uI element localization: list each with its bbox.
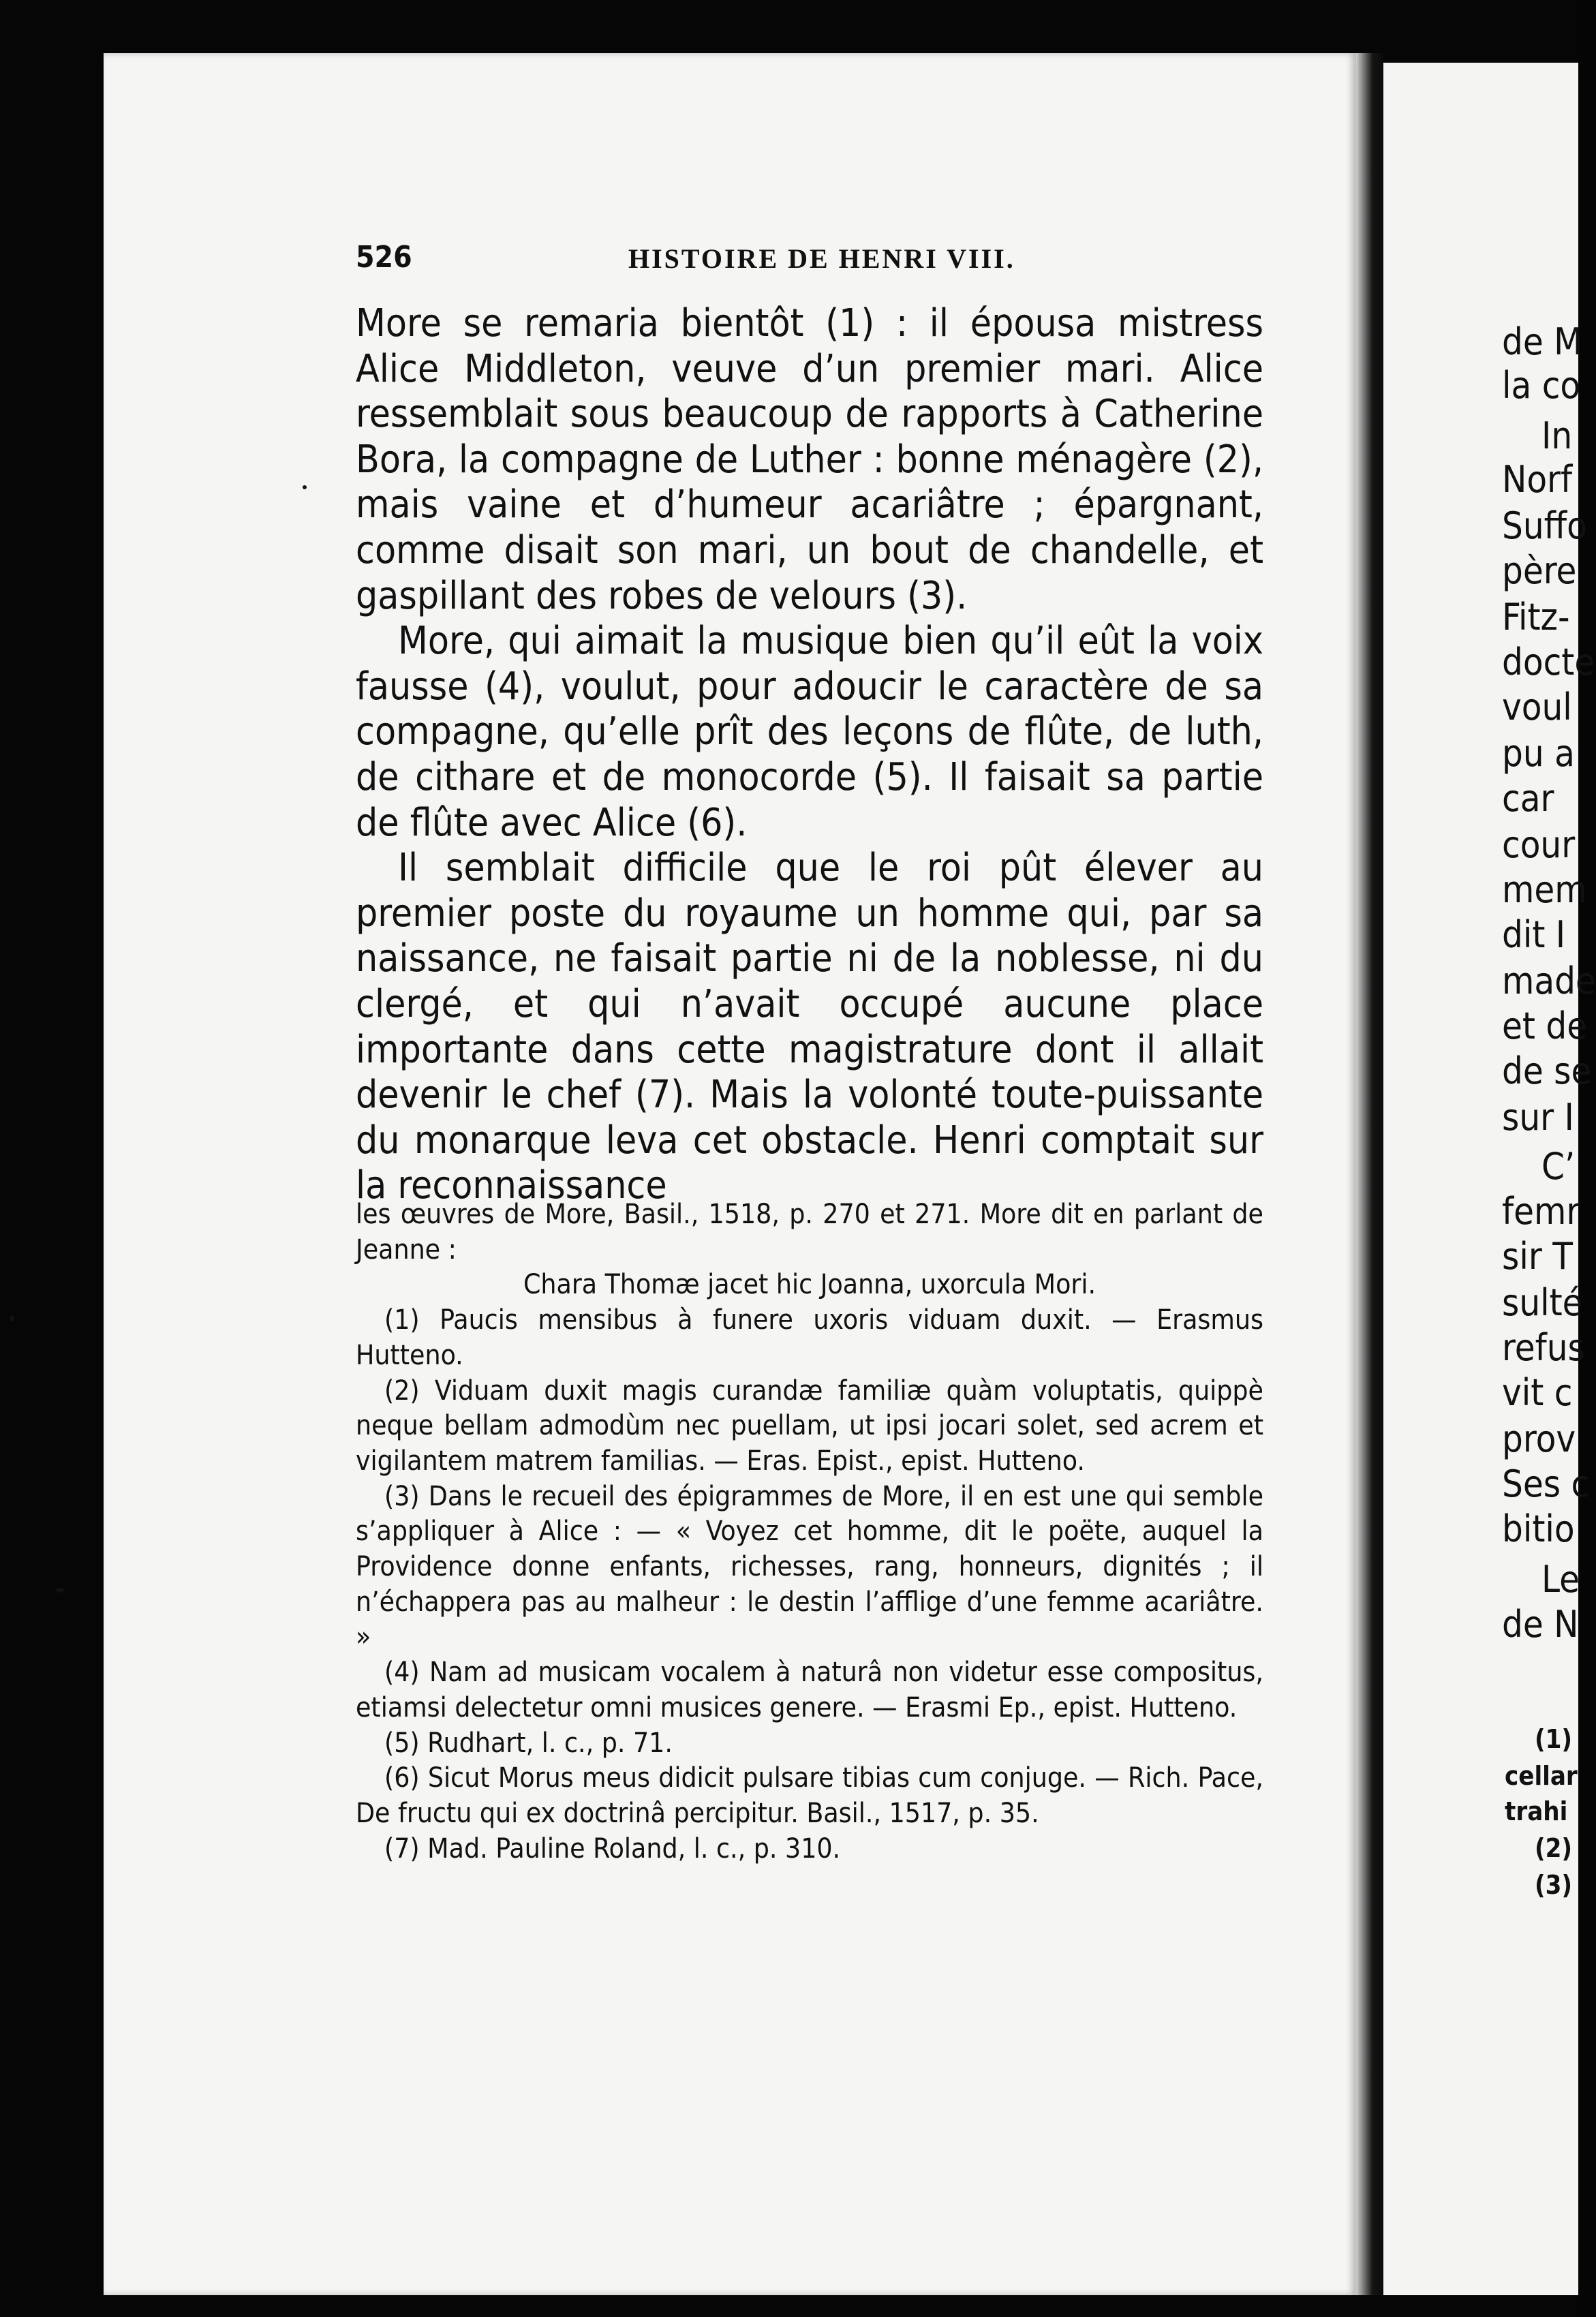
page-number: 526 [356,240,412,275]
facing-page-text: et de [1502,1004,1588,1047]
facing-page-text: Ses c [1502,1462,1590,1505]
facing-page-text: vit c [1502,1371,1573,1414]
facing-page-text: C’ [1541,1145,1576,1188]
footnote: (2) Viduam duxit magis curandæ familiæ quàm voluptatis, quippè neque bellam admodùm nec puellam, ut ipsi jocari solet, sed acrem et vigilantem matrem familias. — Eras. Epist., epist. Hutteno. [356,1373,1263,1477]
facing-page-note: cellar [1505,1761,1578,1791]
facing-page-text: de M [1502,320,1583,363]
facing-page-text: cour [1502,823,1576,866]
facing-page-text: sur I [1502,1096,1574,1139]
facing-page-text: prov [1502,1417,1576,1460]
running-title: HISTOIRE DE HENRI VIII. [628,243,1015,274]
facing-page-text: made [1502,960,1596,1002]
footnote-verse: Chara Thomæ jacet hic Joanna, uxorcula Mori. [523,1268,1096,1301]
footnote: (5) Rudhart, l. c., p. 71. [384,1725,673,1759]
scan-speck [10,1315,14,1321]
facing-page-text: de N [1502,1603,1579,1646]
footnote: (4) Nam ad musicam vocalem à naturâ non videtur esse compositus, etiamsi delectetur omni musices genere. — Erasmi Ep., epist. Hutteno. [356,1655,1263,1723]
facing-page-text: Le [1541,1558,1580,1601]
book-gutter [1356,53,1383,2295]
page-header [356,240,1263,281]
paragraph: More, qui aimait la musique bien qu’il eût la voix fausse (4), voulut, pour adoucir le caractère de sa compagne, qu’elle prît des leçons de flûte, de luth, de cithare et de monocorde (5). Il faisait sa partie de flûte avec Alice (6). [356,619,1263,845]
facing-page-text: femr [1502,1190,1580,1233]
facing-page-text: mem [1502,868,1587,911]
facing-page-note: (2) [1535,1833,1573,1863]
facing-page-text: Fitz- [1502,596,1570,639]
scan-speck [56,1588,64,1593]
footnote: (7) Mad. Pauline Roland, l. c., p. 310. [384,1831,841,1865]
facing-page-text: de se [1502,1049,1592,1092]
facing-page-text: père [1502,549,1577,592]
facing-page-note: (1) [1535,1724,1573,1754]
facing-page-text: sulté [1502,1281,1583,1324]
footnotes [356,1197,1263,1866]
main-text [356,301,1263,1209]
facing-page-note: (3) [1535,1870,1573,1900]
facing-page-text: voul [1502,686,1572,728]
facing-page-note: trahi [1505,1796,1568,1826]
footnote: (6) Sicut Morus meus didicit pulsare tibias cum conjuge. — Rich. Pace, De fructu qui ex doctrinâ percipitur. Basil., 1517, p. 35. [356,1761,1263,1829]
facing-page-text: refus [1502,1326,1585,1369]
footnote: (3) Dans le recueil des épigrammes de More, il en est une qui semble s’appliquer à Alice : — « Voyez cet homme, dit le poëte, auquel la Providence donne enfants, richesses, rang, honneurs, dignités ; il n’échappera pas au malheur : le destin l’afflige d’une femme acariâtre. » [356,1479,1263,1653]
facing-page-text: bitio [1502,1507,1575,1550]
footnote: (1) Paucis mensibus à funere uxoris viduam duxit. — Erasmus Hutteno. [356,1303,1263,1371]
facing-page-text: Suffo [1502,504,1587,547]
facing-page-text: dit I [1502,913,1566,956]
facing-page-text: docte [1502,641,1595,684]
facing-page-text: sir T [1502,1235,1573,1278]
facing-page-text: Norf [1502,458,1573,501]
scan-speck [303,485,307,489]
facing-page-text: la co [1502,364,1581,407]
facing-page-text: pu a [1502,732,1575,775]
facing-page-text: car [1502,777,1554,820]
paragraph: More se remaria bientôt (1) : il épousa mistress Alice Middleton, veuve d’un premier mari. Alice ressemblait sous beaucoup de rapports à Catherine Bora, la compagne de Luther : bonne ménagère (2), mais vaine et d’humeur acariâtre ; épargnant, comme disait son mari, un bout de chandelle, et gaspillant des robes de velours (3). [356,301,1263,618]
facing-page-text: In [1541,414,1573,457]
paragraph: Il semblait difficile que le roi pût élever au premier poste du royaume un homme qui, par sa naissance, ne faisait partie ni de la noblesse, ni du clergé, et qui n’avait occupé aucune place importante dans cette magistrature dont il allait devenir le chef (7). Mais la volonté toute-puissante du monarque leva cet obstacle. Henri comptait sur la reconnaissance [356,846,1263,1208]
footnote-continuation: les œuvres de More, Basil., 1518, p. 270 et 271. More dit en parlant de Jeanne : [356,1197,1263,1265]
